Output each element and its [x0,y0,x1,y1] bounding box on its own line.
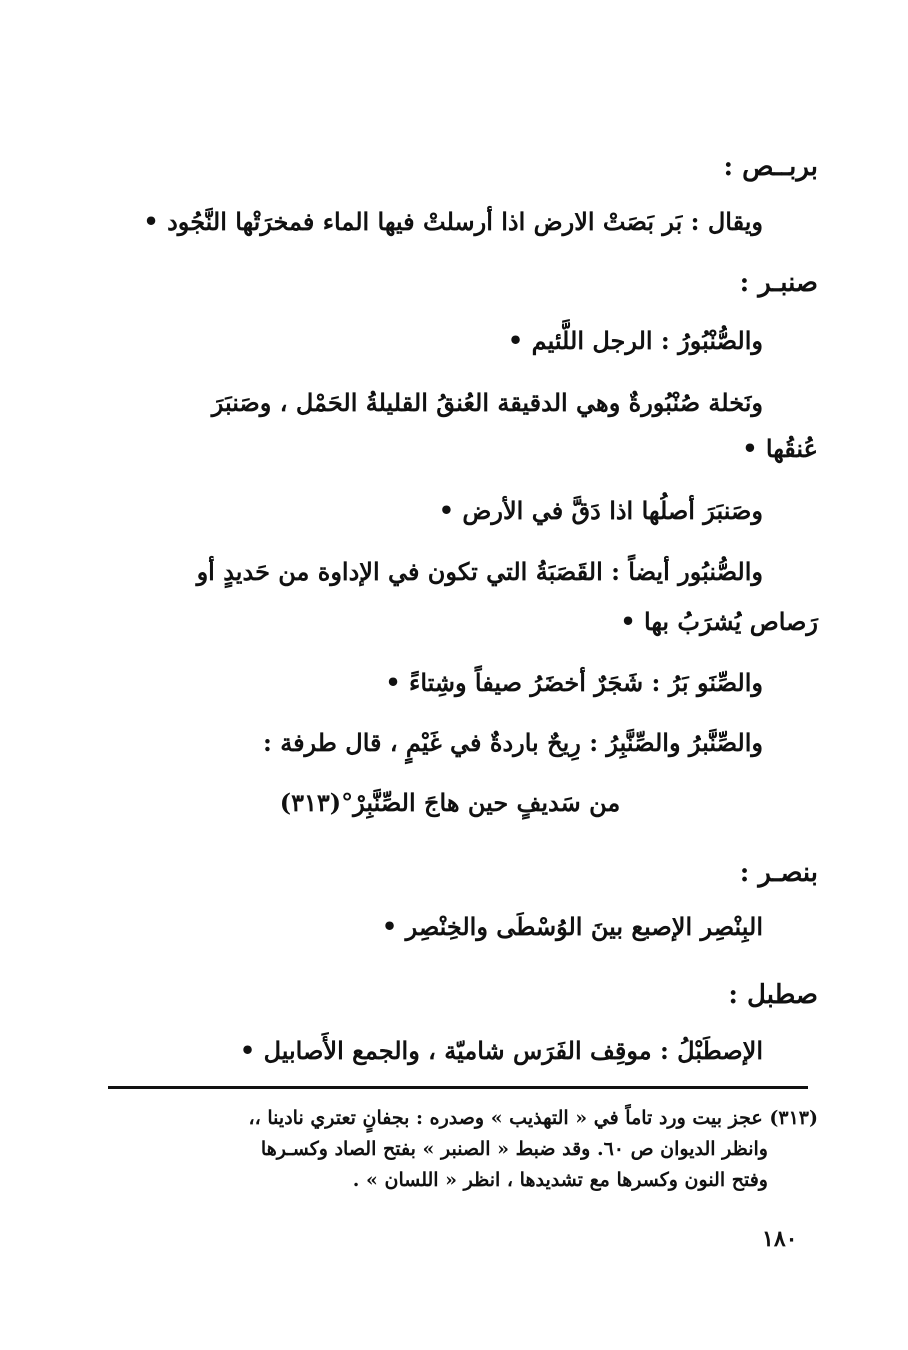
entry-text-line: عُنقُها • [742,434,818,463]
entry-text-line: ويقال : بَر بَصَتْ الارض اذا أرسلتْ فيها الماء فمخرَتْها النَّجُود • [143,207,763,236]
entry-heading-binsir: بنصـر : [739,858,818,888]
entry-text-line: وصَنبَرَ أصلُها اذا دَقَّ في الأرض • [438,496,763,525]
entry-text-line: رَصاص يُشرَبُ بها • [620,607,818,636]
footnote-line: (٣١٣) عجز بيت ورد تاماً في « التهذيب » وصدره : بجفانٍ تعتري نادينا ،، [248,1107,818,1129]
entry-text-line: البِنْصِر الإصبع بينَ الوُسْطَى والخِنْصِر • [381,912,763,941]
entry-text-line: والصِّنَّبرُ والصِّنَّبِرُ : رِيحٌ باردةٌ في غَيْمٍ ، قال طرفة : [263,728,763,757]
entry-text-line: الإصطَبْلُ : موقِف الفَرَس شاميّة ، والجمع الأَصابيل • [239,1036,763,1065]
entry-text-line: والصِّنَو بَرُ : شَجَرٌ أخضَرُ صيفاً وشِتاءً • [385,668,763,697]
entry-heading-sanbar: صنبـر : [739,268,818,298]
verse-line: من سَديفٍ حين هاجَ الصِّنَّبِرْ°(٣١٣) [279,788,621,817]
entry-text-line: والصُّنبُور أيضاً : القَصَبَةُ التي تكون في الإداوة من حَديدٍ أو [196,557,763,586]
footnote-line: وفتح النون وكسرها مع تشديدها ، انظر « اللسان » . [352,1169,768,1191]
footnote-divider [108,1086,808,1089]
entry-heading-barbas: بربــص : [723,152,818,182]
entry-text-line: ونَخلة صُنْبُورةٌ وهي الدقيقة العُنقُ القليلةُ الحَمْل ، وصَنبَرَ [211,388,763,417]
entry-heading-satbal: صطبل : [728,980,818,1010]
footnote-line: وانظر الديوان ص ٦٠. وقد ضبط « الصنبر » بفتح الصاد وكسـرها [260,1138,768,1160]
page-number: ١٨٠ [762,1226,798,1252]
entry-text-line: والصُّنْبُورُ : الرجل اللَّئيم • [507,326,763,355]
